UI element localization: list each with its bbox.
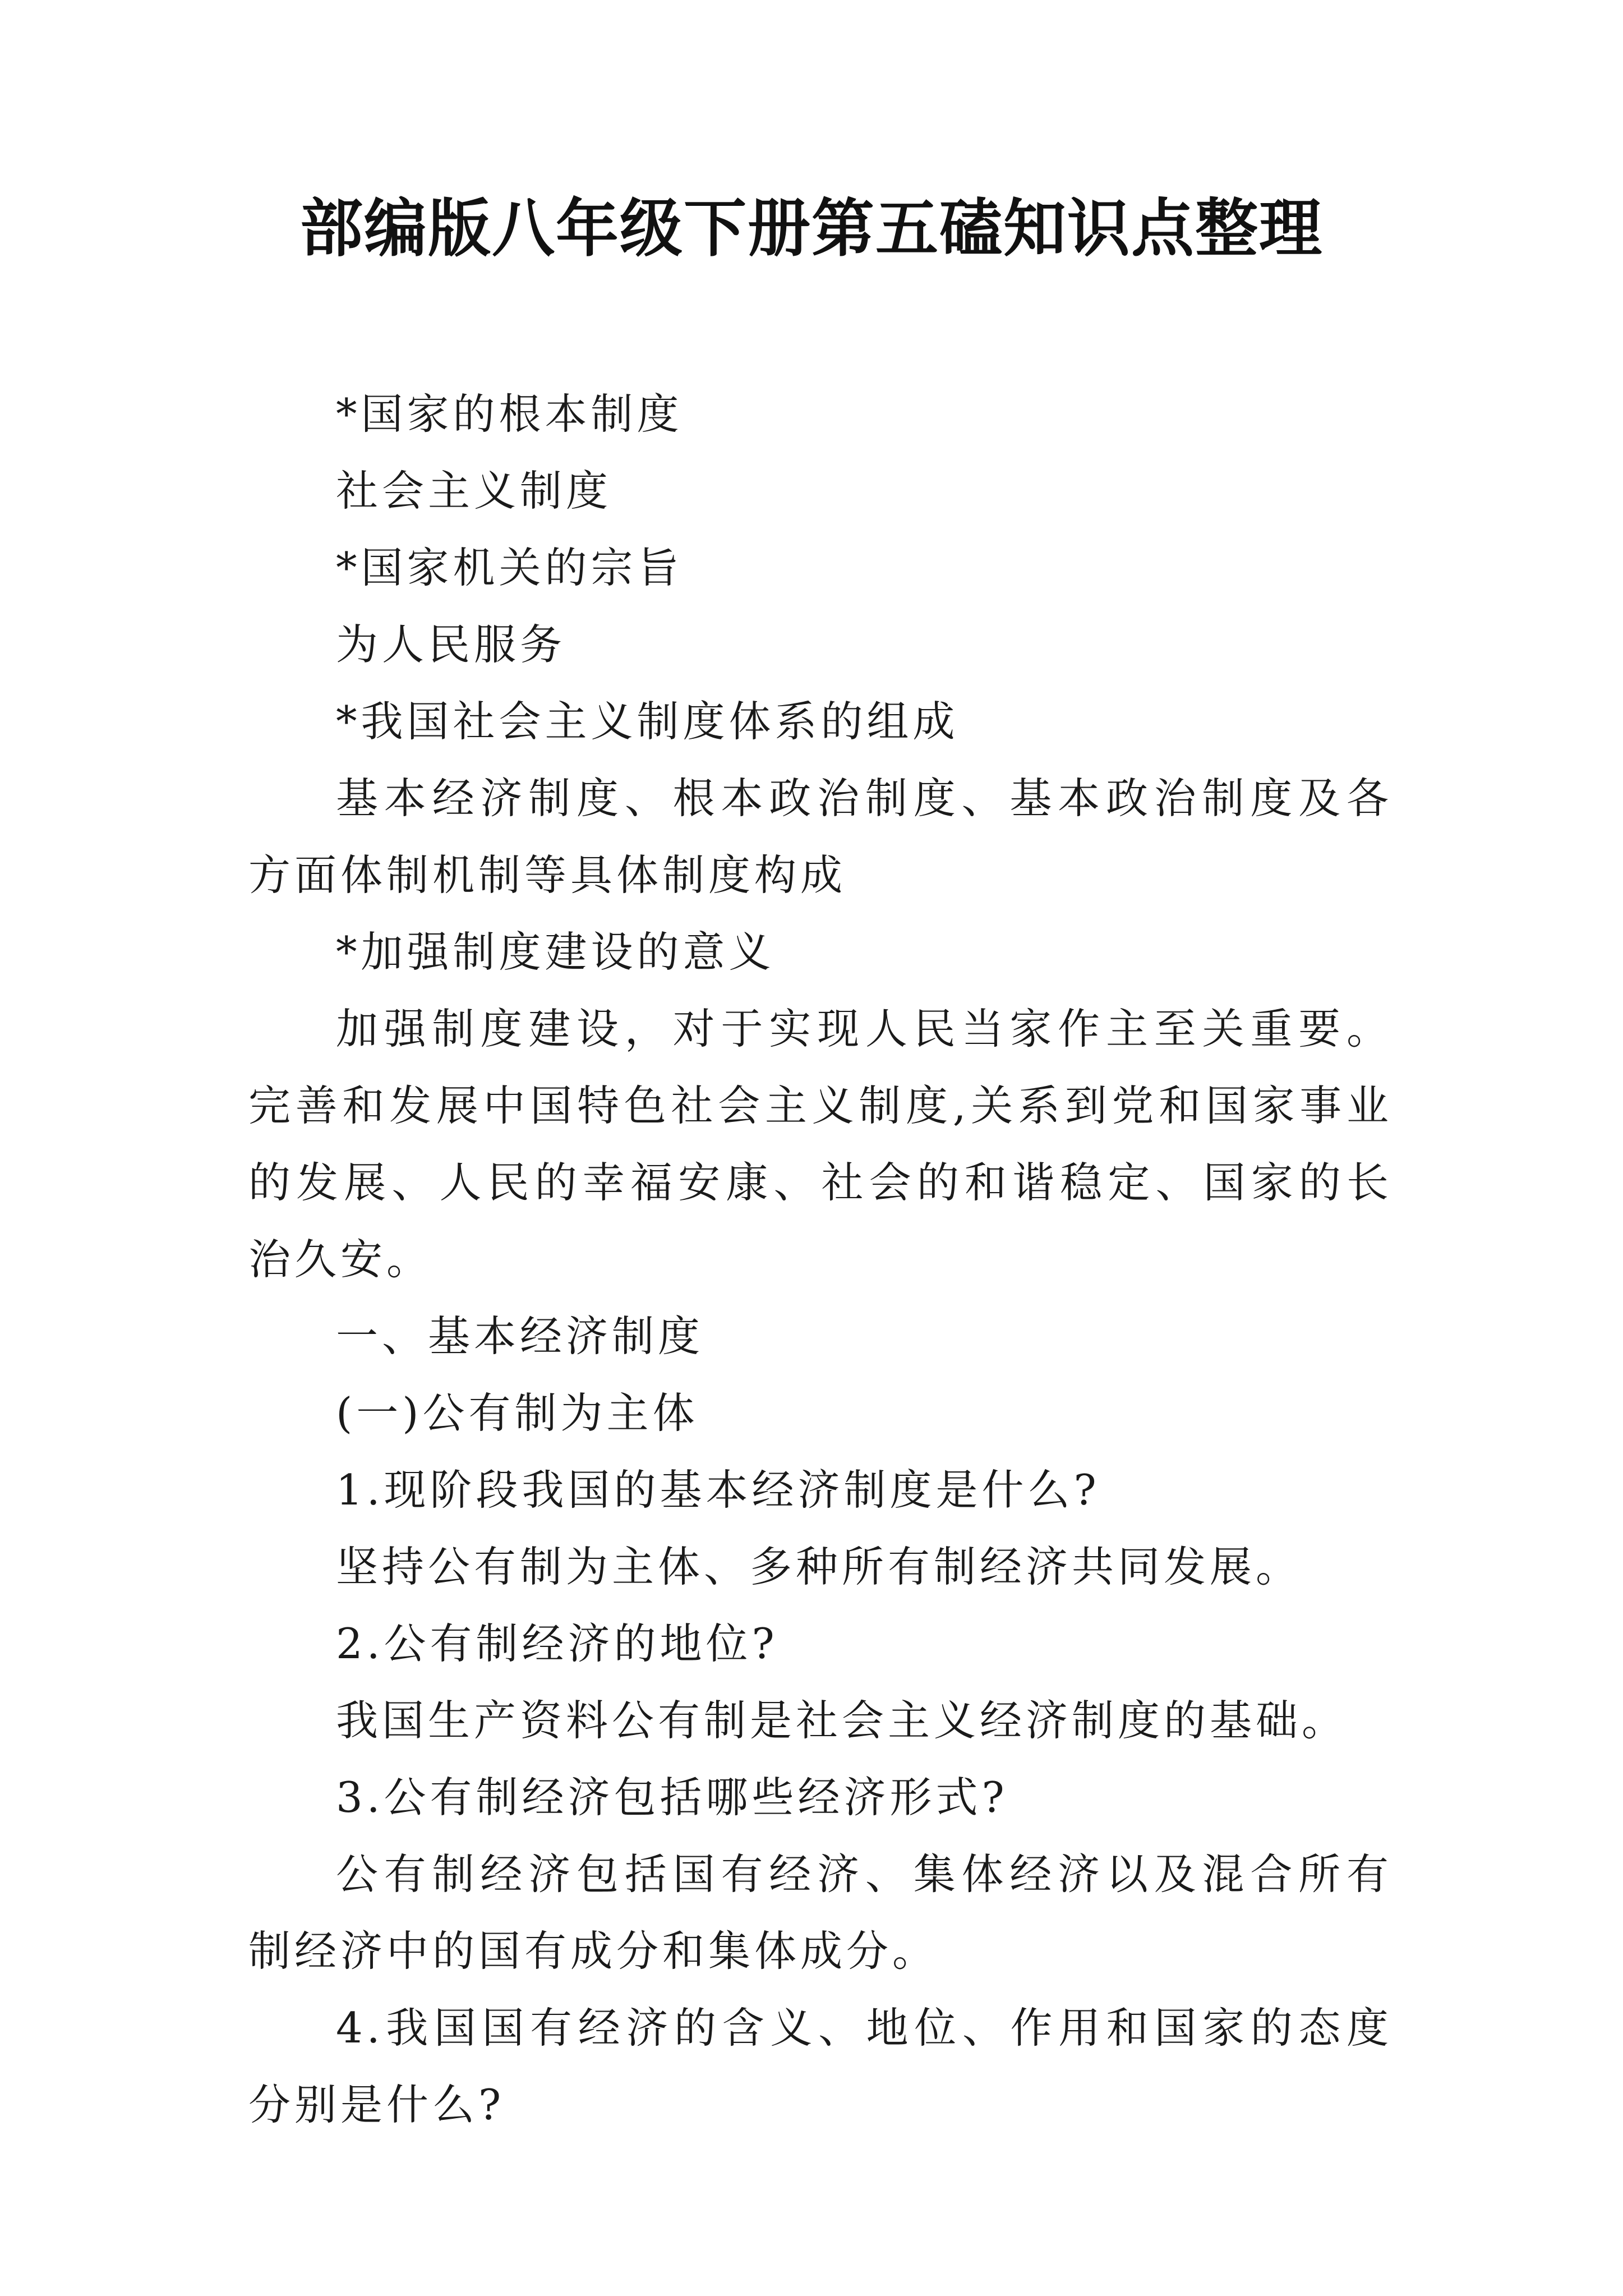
paragraph-serve-the-people: 为人民服务 — [336, 620, 566, 669]
question-2: 2.公有制经济的地位? — [336, 1619, 778, 1668]
paragraph-fundamental-system-heading: *国家的根本制度 — [336, 389, 683, 439]
subsection-heading-public-ownership: (一)公有制为主体 — [336, 1388, 699, 1438]
paragraph-state-organ-purpose-heading: *国家机关的宗旨 — [336, 543, 683, 592]
paragraph-system-building-significance: 加强制度建设，对于实现人民当家作主至关重要。完善和发展中国特色社会主义制度,关系到党和国家事业的发展、人民的幸福安康、社会的和谐稳定、国家的长治久安。 — [248, 1004, 1393, 1284]
answer-2: 我国生产资料公有制是社会主义经济制度的基础。 — [336, 1696, 1348, 1745]
document-title: 部编版八年级下册第五磕知识点整理 — [300, 192, 1323, 265]
paragraph-system-building-significance-heading: *加强制度建设的意义 — [336, 927, 775, 977]
document-body — [248, 376, 1393, 2143]
paragraph-socialist-system: 社会主义制度 — [336, 466, 612, 516]
paragraph-system-composition-heading: *我国社会主义制度体系的组成 — [336, 697, 959, 746]
question-4: 4.我国国有经济的含义、地位、作用和国家的态度分别是什么? — [248, 2003, 1393, 2129]
paragraph-system-composition: 基本经济制度、根本政治制度、基本政治制度及各方面体制机制等具体制度构成 — [248, 774, 1393, 900]
section-heading-basic-economic-system: 一、基本经济制度 — [336, 1312, 704, 1361]
question-1: 1.现阶段我国的基本经济制度是什么? — [336, 1465, 1100, 1515]
answer-1: 坚持公有制为主体、多种所有制经济共同发展。 — [336, 1542, 1302, 1591]
answer-3: 公有制经济包括国有经济、集体经济以及混合所有制经济中的国有成分和集体成分。 — [248, 1849, 1393, 1976]
question-3: 3.公有制经济包括哪些经济形式? — [336, 1773, 1008, 1822]
